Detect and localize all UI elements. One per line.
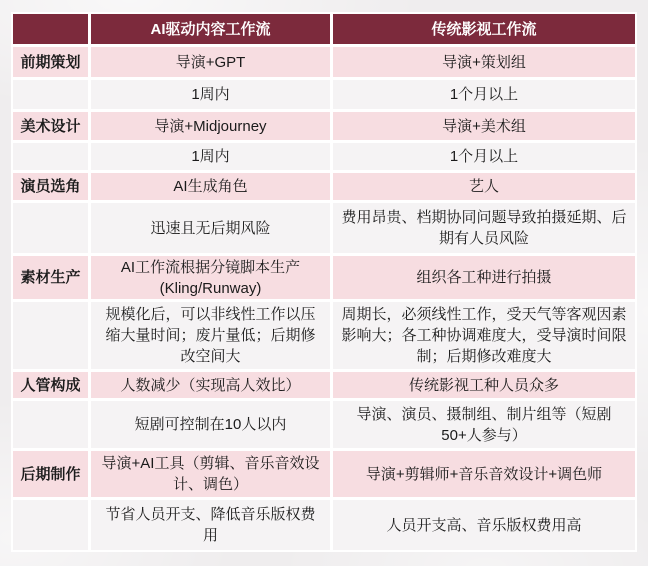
preproduction-trad-team: 导演+策划组 (333, 47, 635, 77)
stage-label-empty-2 (13, 143, 88, 170)
art-design-ai-duration: 1周内 (91, 143, 330, 170)
staffing-trad-summary: 传统影视工种人员众多 (333, 372, 635, 398)
material-production-trad-method: 组织各工种进行拍摄 (333, 256, 635, 299)
stage-label-staffing: 人管构成 (13, 372, 88, 398)
art-design-trad-team: 导演+美术组 (333, 112, 635, 140)
post-production-ai-cost: 节省人员开支、降低音乐版权费用 (91, 500, 330, 550)
header-stage-cell (13, 14, 88, 44)
staffing-ai-summary: 人数减少（实现高人效比） (91, 372, 330, 398)
workflow-comparison-table (13, 14, 635, 550)
stage-label-empty-5 (13, 401, 88, 448)
stage-label-preproduction: 前期策划 (13, 47, 88, 77)
casting-ai-method: AI生成角色 (91, 173, 330, 200)
header-traditional-workflow: 传统影视工作流 (333, 14, 635, 44)
stage-label-casting: 演员选角 (13, 173, 88, 200)
casting-ai-detail: 迅速且无后期风险 (91, 203, 330, 253)
header-ai-workflow: AI驱动内容工作流 (91, 14, 330, 44)
art-design-trad-duration: 1个月以上 (333, 143, 635, 170)
post-production-ai-team: 导演+AI工具（剪辑、音乐音效设计、调色） (91, 451, 330, 497)
material-production-ai-detail: 规模化后，可以非线性工作以压缩大量时间；废片量低；后期修改空间大 (91, 302, 330, 369)
stage-label-post-production: 后期制作 (13, 451, 88, 497)
preproduction-ai-team: 导演+GPT (91, 47, 330, 77)
stage-label-empty-6 (13, 500, 88, 550)
casting-trad-detail: 费用昂贵、档期协同问题导致拍摄延期、后期有人员风险 (333, 203, 635, 253)
staffing-trad-detail: 导演、演员、摄制组、制片组等（短剧50+人参与） (333, 401, 635, 448)
stage-label-art-design: 美术设计 (13, 112, 88, 140)
casting-trad-method: 艺人 (333, 173, 635, 200)
material-production-ai-method: AI工作流根据分镜脚本生产(Kling/Runway) (91, 256, 330, 299)
stage-label-empty-3 (13, 203, 88, 253)
preproduction-trad-duration: 1个月以上 (333, 80, 635, 109)
preproduction-ai-duration: 1周内 (91, 80, 330, 109)
art-design-ai-team: 导演+Midjourney (91, 112, 330, 140)
stage-label-empty-1 (13, 80, 88, 109)
material-production-trad-detail: 周期长，必须线性工作，受天气等客观因素影响大；各工种协调难度大，受导演时间限制；后期修改难度大 (333, 302, 635, 369)
stage-label-empty-4 (13, 302, 88, 369)
post-production-trad-cost: 人员开支高、音乐版权费用高 (333, 500, 635, 550)
staffing-ai-detail: 短剧可控制在10人以内 (91, 401, 330, 448)
post-production-trad-team: 导演+剪辑师+音乐音效设计+调色师 (333, 451, 635, 497)
stage-label-material-production: 素材生产 (13, 256, 88, 299)
